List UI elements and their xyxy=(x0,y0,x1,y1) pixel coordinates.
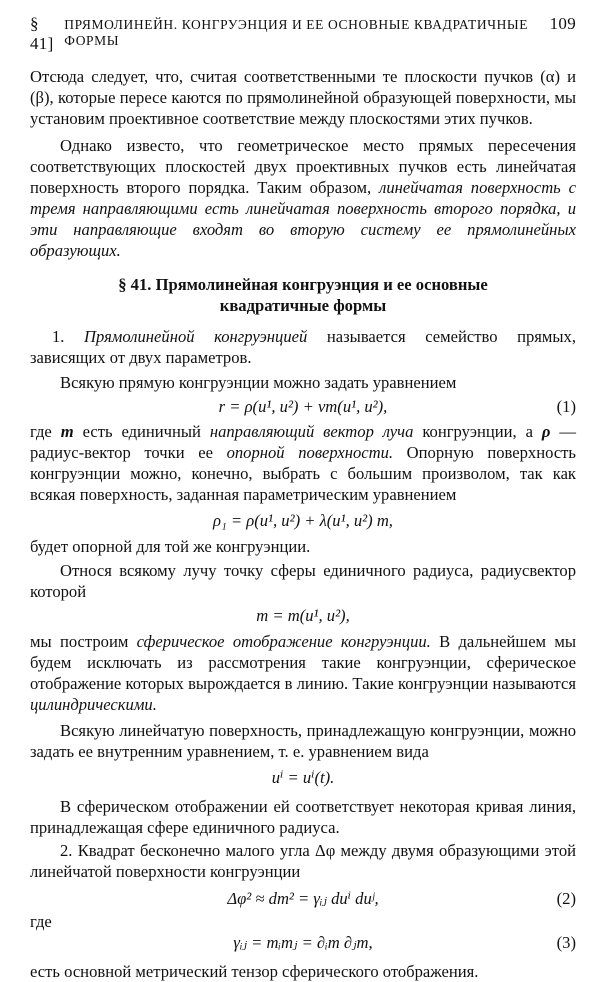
paragraph-6: будет опорной для той же конгруэнции. xyxy=(30,537,311,556)
equation-5: Δφ² ≈ dm² = γᵢⱼ duⁱ duʲ, (2) xyxy=(227,889,576,908)
equation-2: ρ₁ = ρ(u¹, u²) + λ(u¹, u²) m, xyxy=(213,511,393,530)
paragraph-10: В сферическом отображении ей соответствует некоторая кривая линия, принадлежащая сфере единичного радиуса. xyxy=(30,797,576,837)
page-header xyxy=(30,14,576,54)
page xyxy=(30,14,576,982)
paragraph-12: есть основной метрический тензор сферического отображения. xyxy=(30,962,479,981)
equation-6: γᵢⱼ = mᵢmⱼ = ∂ᵢm ∂ⱼm, (3) xyxy=(233,933,576,952)
paragraph-11: 2. Квадрат бесконечно малого угла Δφ между двумя образующими этой линейчатой поверхности конгруэнции xyxy=(30,841,576,881)
paragraph-7: Относя всякому лучу точку сферы единичного радиуса, радиусвектор которой xyxy=(30,561,576,601)
equation-4: uⁱ = uⁱ(t). xyxy=(271,768,335,787)
equation-3: m = m(u¹, u²), xyxy=(256,606,350,625)
paragraph-4: Всякую прямую конгруэнции можно задать уравнением xyxy=(60,373,457,392)
section-ref: § 41] xyxy=(30,14,54,53)
paragraph-8: мы построим сферическое отображение конгруэнции. В дальнейшем мы будем исключать из рассмотрения такие конгруэнции, сферическое отображение которых вырождается в линию. Такие конгруэнции называются цилиндрическими. xyxy=(30,632,576,714)
equation-1: r = ρ(u¹, u²) + vm(u¹, u²), (1) xyxy=(218,397,576,416)
section-title: § 41. Прямолинейная конгруэнция и ее основные квадратичные формы xyxy=(118,275,488,315)
equation-number: (1) xyxy=(556,397,576,416)
equation-number: (2) xyxy=(556,889,576,908)
paragraph-where: где xyxy=(30,912,52,931)
paragraph-1: Отсюда следует, что, считая соответственными те плоскости пучков (α) и (β), которые пересе каются по прямолинейной образующей поверхности, мы установим проективное соответствие между плоскостями этих пучков. xyxy=(30,67,576,128)
paragraph-9: Всякую линейчатую поверхность, принадлежащую конгруэнции, можно задать ее внутренним уравнением, т. е. уравнением вида xyxy=(30,721,576,761)
paragraph-5: где m есть единичный направляющий вектор луча конгруэнции, а ρ — радиус-вектор точки ее опорной поверхности. Опорную поверхность конгруэнции можно, конечно, выбрать с большим произволом, так как всякая поверхность, заданная параметрическим уравнением xyxy=(30,422,576,504)
equation-number: (3) xyxy=(556,933,576,952)
paragraph-congruence-def: 1. Прямолинейной конгруэнцией называется семейство прямых, зависящих от двух параметров. xyxy=(30,327,576,367)
paragraph-2: Однако известо, что геометрическое место прямых пересечения соответствующих плоскостей двух проективных пучков есть линейчатая поверхность второго порядка. Таким образом, линейчатая поверхность с тремя направляющими есть линейчатая поверхность второго порядка, и эти направляющие входят во вторую систему ее прямолинейных образующих. xyxy=(30,136,576,260)
page-number: 109 xyxy=(549,14,576,33)
running-title: ПРЯМОЛИНЕЙН. КОНГРУЭНЦИЯ И ЕЕ ОСНОВНЫЕ КВАДРАТИЧНЫЕ ФОРМЫ xyxy=(64,17,529,48)
